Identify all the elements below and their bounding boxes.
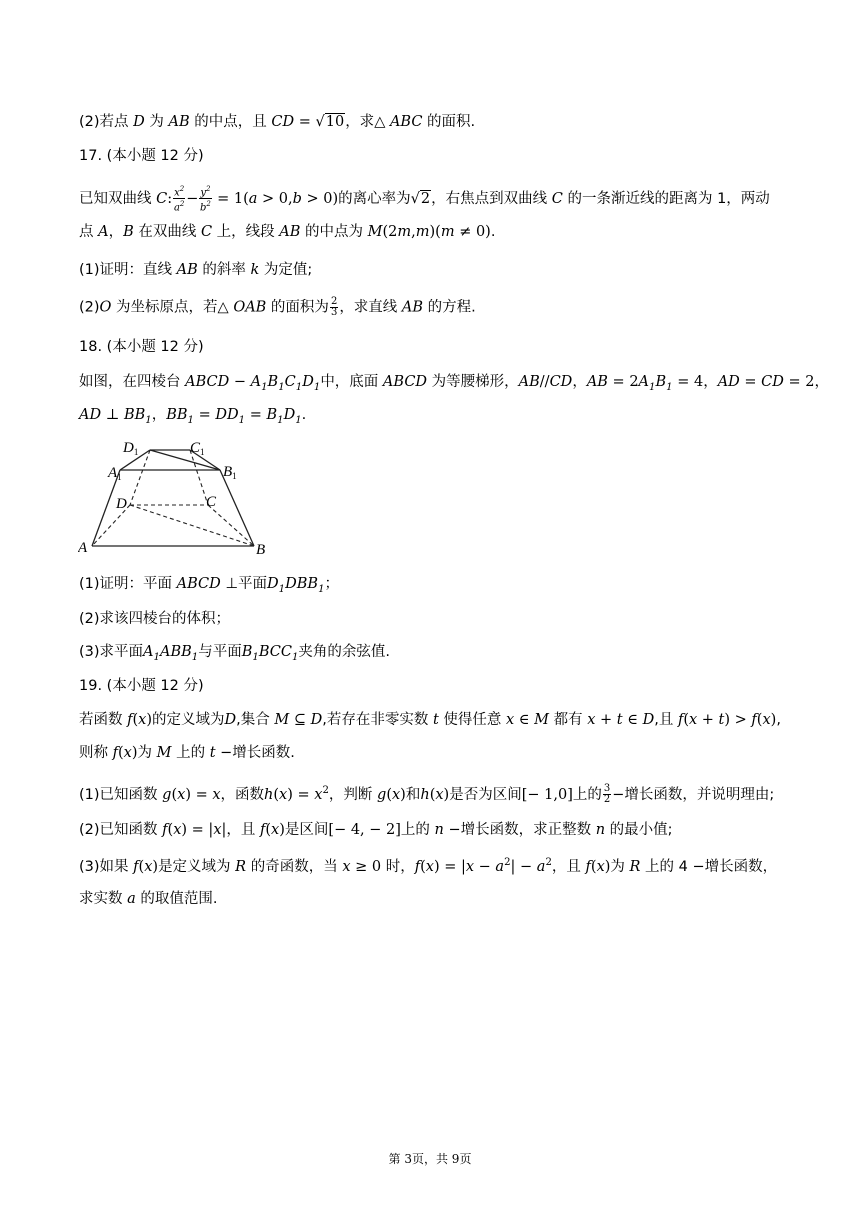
label-c1: $C_1$ (190, 440, 205, 457)
text: (2)若点 (79, 114, 134, 130)
text: 上的 (400, 822, 435, 838)
edge-cb (208, 505, 254, 546)
text: (1)证明：平面 (79, 576, 177, 592)
text: 为等腰梯形， (427, 374, 519, 390)
text: ，且 (226, 822, 260, 838)
q17-header: 17. (本小题 12 分) (79, 148, 204, 164)
text: 的面积. (422, 114, 476, 130)
q17-part1: (1)证明：直线 AB 的斜率 k 为定值; (79, 262, 313, 278)
text: 的一条渐近线的距离为 1，两动 (562, 190, 770, 207)
text: (1)已知函数 (79, 786, 163, 803)
text: (2)已知函数 (79, 822, 163, 838)
edge-db (130, 505, 254, 546)
text: 为坐标原点，若 (111, 299, 218, 316)
text: 的定义域为 (152, 712, 225, 728)
text: 的中点，且 (189, 114, 272, 130)
q17-intro-2: 点 A，B 在双曲线 C 上，线段 AB 的中点为 M(2m,m)(m ≠ 0). (79, 224, 496, 240)
q16-part2: (2)若点 D 为 AB 的中点，且 CD = √10，求△ ABC 的面积. (79, 114, 476, 130)
page-footer: 第 3页，共 9页 (388, 1152, 472, 1166)
text: 的面积为 (266, 299, 329, 316)
label-d: D (116, 496, 127, 512)
q17-intro: 已知双曲线 C: $\frac{x^2}{a^2}$ − $\frac{y^2}{b^2}$ = 1(a > 0,b > 0)的离心率为√2，右焦点到双曲线 C 的一条渐近线的距离为 1，两动 (79, 185, 770, 214)
text: ，判断 (328, 786, 378, 803)
text: ， (151, 407, 167, 423)
label-d1: $D_1$ (123, 440, 139, 457)
text: , (776, 712, 781, 728)
text: 为 (137, 745, 157, 761)
text: ； (324, 576, 340, 592)
label-a: A (78, 540, 88, 556)
text: 若函数 (79, 712, 128, 728)
text: ,且 (654, 712, 678, 728)
text: 和 (405, 786, 421, 803)
q18-intro: 如图，在四棱台 ABCD − $A_1B_1C_1D_1$中，底面 ABCD 为等腰梯形，AB//CD，AB = $2A_1B_1 = 4$，AD = CD = 2， (79, 374, 829, 393)
q19-part3-line2: 求实数 a 的取值范围. (79, 891, 218, 907)
text: 的中点为 (300, 224, 368, 240)
edge-d1d (130, 450, 150, 505)
text: 求实数 (79, 891, 128, 907)
text: 在双曲线 (133, 224, 201, 240)
text: 是区间 (284, 822, 329, 838)
text: 的离心率为 (338, 190, 411, 207)
q18-part2: (2)求该四棱台的体积； (79, 611, 231, 627)
text: ,集合 (236, 712, 275, 728)
text: 的斜率 (197, 262, 251, 278)
frustum-figure (78, 432, 274, 562)
text: ,若存在非零实数 (322, 712, 433, 728)
text: 夹角的余弦值. (298, 644, 391, 660)
text: ⊥平面 (220, 576, 268, 592)
text: 是否为区间 (449, 786, 522, 803)
text: −增长函数，并说明理由; (612, 786, 775, 803)
text: ，求直线 (339, 299, 402, 316)
text: 上的 (572, 786, 602, 803)
q18-intro-2: AD ⊥ $BB_1$，$BB_1 = DD_1 = B_1D_1$. (79, 407, 307, 426)
q19-part3: (3)如果 f(x)是定义域为 R 的奇函数，当 x ≥ 0 时，$f(x) = |x - a^2| - a^2$，且 f(x)为 R 上的 4 −增长函数， (79, 857, 778, 875)
text: 上的 4 −增长函数， (640, 858, 778, 875)
edge-b1b (220, 470, 254, 546)
text: (3)如果 (79, 858, 134, 875)
text: 上，线段 (212, 224, 280, 240)
text: 的最小值; (605, 822, 673, 838)
text: 是定义域为 (158, 858, 236, 875)
q19-part1: (1)已知函数 g(x) = x，函数$h(x) = x^2$，判断 g(x)和h(x)是否为区间[− 1,0]上的 $\frac{3}{2}$ −增长函数，并说明理由; (79, 783, 775, 806)
text: −增长函数，求正整数 (443, 822, 596, 838)
label-b: B (256, 542, 266, 558)
q19-intro: 若函数 f(x)的定义域为D,集合 M ⊆ D,若存在非零实数 t 使得任意 x ∈ M 都有 x + t ∈ D,且 f(x + t) > f(x), (79, 712, 781, 728)
text: ，求 (345, 114, 375, 130)
text: 为 (144, 114, 169, 130)
label-b1: $B_1$ (223, 464, 237, 481)
q18-part3: (3)求平面$A_1ABB_1$与平面$B_1BCC_1$夹角的余弦值. (79, 644, 391, 663)
text: ，函数 (220, 786, 265, 803)
label-a1: $A_1$ (108, 465, 122, 482)
text: 为 (610, 858, 630, 875)
q19-part2: (2)已知函数 f(x) = |x|，且 f(x)是区间[− 4, − 2]上的 n −增长函数，求正整数 n 的最小值; (79, 822, 673, 838)
text: 与平面 (198, 644, 242, 660)
text: 如图，在四棱台 (79, 374, 186, 390)
text: 时， (381, 858, 415, 875)
q18-header: 18. (本小题 12 分) (79, 339, 204, 355)
text: −增长函数. (215, 745, 295, 761)
q19-intro-2: 则称 f(x)为 M 上的 t −增长函数. (79, 745, 295, 761)
text: 则称 (79, 745, 113, 761)
text: (3)求平面 (79, 644, 144, 660)
text: (1)证明：直线 (79, 262, 177, 278)
text: 点 (79, 224, 99, 240)
text: 为定值; (259, 262, 313, 278)
q17-part2: (2)O 为坐标原点，若△ OAB 的面积为 $\frac{2}{3}$ ，求直线 AB 的方程. (79, 296, 476, 318)
label-c: C (206, 494, 217, 510)
text: ，右焦点到双曲线 (431, 190, 552, 207)
text: 上的 (171, 745, 210, 761)
q18-part1: (1)证明：平面 ABCD ⊥平面$D_1DBB_1$； (79, 576, 340, 595)
text: 中，底面 (320, 374, 383, 390)
edge-d1b1 (150, 450, 220, 470)
text: ，且 (551, 858, 586, 875)
q19-header: 19. (本小题 12 分) (79, 678, 204, 694)
text: 使得任意 (438, 712, 507, 728)
text: 已知双曲线 (79, 190, 157, 207)
text: (2) (79, 299, 100, 316)
text: 都有 (549, 712, 588, 728)
text: 的奇函数，当 (246, 858, 343, 875)
text: 的取值范围. (135, 891, 218, 907)
text: 的方程. (423, 299, 476, 316)
